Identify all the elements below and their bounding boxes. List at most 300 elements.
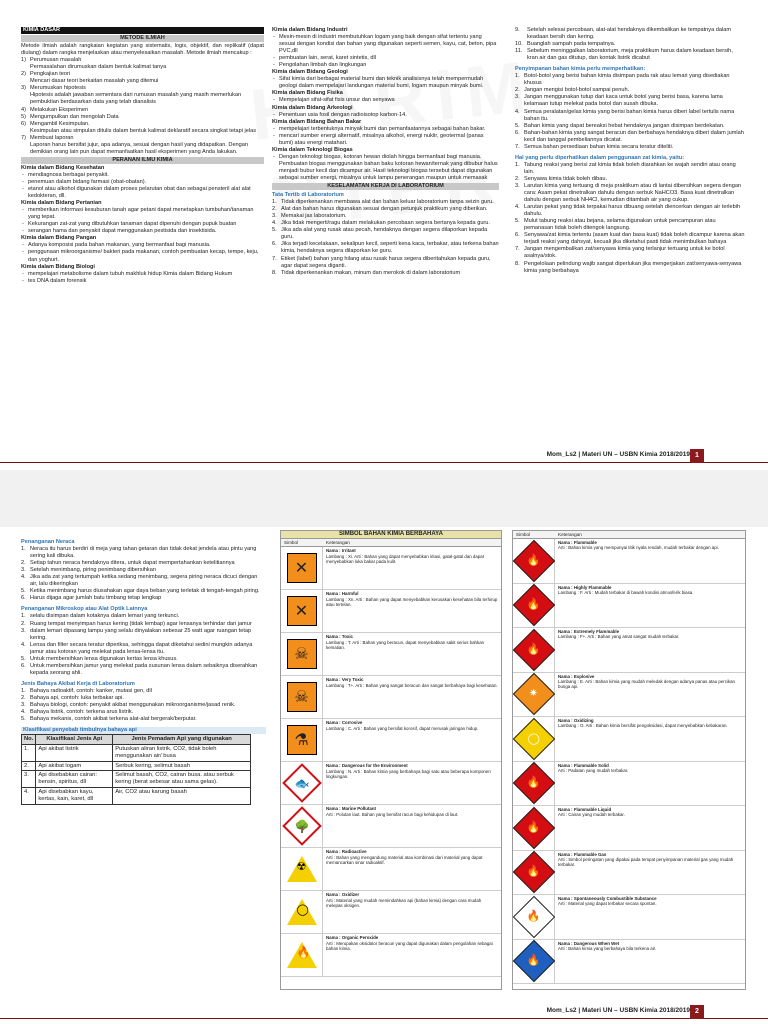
group-title: Kimia dalam Bidang Arkeologi	[272, 104, 353, 111]
symbol-text: Arti : Polutan laut. Bahan yang bersifat racun bagi kehidupan di laut.	[326, 811, 459, 817]
item-number: 8.	[515, 260, 520, 267]
list-item: - Kekurangan zat-zat yang dibutuhkan tanaman dapat dipenuhi dengan pupuk buatan	[21, 221, 264, 228]
symbol-text: Arti : Padatan yang mudah terbakar.	[558, 767, 629, 773]
symbol-description	[323, 633, 501, 675]
page-footer	[0, 451, 768, 463]
list-item	[515, 87, 745, 94]
list-item: - mempelajari terbentuknya minyak bumi dan pemanfaatannya sebagai bahan bakar.	[272, 126, 499, 133]
list-item: - Adanya komposisi pada bahan makanan, yang bermanfaat bagi manusia.	[21, 242, 264, 249]
item-number: 3.	[515, 182, 520, 189]
method-steps	[21, 57, 264, 156]
table-cell: Putuskan aliran listrik, CO2, tidak boleh menggunakan air/ busa	[113, 745, 251, 762]
item-text: Memakai jas laboratorium.	[281, 213, 347, 220]
list-item	[21, 688, 266, 695]
group-list	[272, 112, 499, 119]
group-title: Kimia dalam Bidang Bahan Bakar	[272, 118, 362, 125]
symbol-name: Nama : Harmful	[326, 591, 359, 597]
item-text: Setelah menimbang, piring penimbang dibersihkan	[30, 567, 156, 574]
symbol-row	[513, 628, 745, 673]
item-text: Setelah selesai percobaan, alat-alat hendaknya dikembalikan ke tempatnya dalam keadaan bersih dan kering.	[527, 27, 731, 41]
item-text: Bahaya api, contoh: luka terbakar api.	[30, 694, 124, 701]
list-item: - Mempelajari sifat-sifat fisis unsur dan senyawa	[272, 97, 499, 104]
symbol-description	[323, 805, 501, 847]
symbol-description	[555, 539, 745, 583]
column-header: Jenis Pemadam Api yang digunakan	[113, 735, 251, 745]
list-item	[272, 199, 499, 206]
hazard-icon: 🔥	[512, 940, 554, 982]
symbol-text: Arti : Material yang dapat terbakar secara spontan.	[558, 901, 657, 907]
item-text: Alat dan bahan harus digunakan sesuai dengan petunjuk praktikum yang diberikan.	[281, 206, 488, 213]
symbol-text: Lambang : F+. Arti : Bahan yang amat sangat mudah terbakar.	[558, 634, 680, 640]
list-item	[272, 227, 499, 241]
symbol-description	[323, 719, 501, 761]
symbol-row	[281, 762, 501, 805]
item-text: Larutan kimia yang tertuang di meja praktikum atau di lantai dibersihkan segera dengan cara: Asam pekat dinetralkan dahulu dengan serbuk NaHCO3. Basa kuat dinetralkan dahulu dengan serbuk NH4Cl, kemudian ditambah air yang cukup.	[524, 182, 742, 204]
list-item	[21, 546, 266, 560]
list-item	[21, 595, 266, 602]
symbol-rows	[513, 539, 745, 984]
symbol-description	[555, 806, 745, 850]
symbol-name: Nama : Spontaneously Combustible Substance	[558, 896, 657, 902]
hazard-symbol	[281, 805, 323, 847]
list-item	[21, 621, 266, 628]
group-title: Kimia dalam Bidang Biologi	[21, 263, 95, 270]
symbol-name: Nama : Highly Flammable	[558, 584, 612, 590]
symbol-text: Lambang : T. Arti : Bahan yang beracun, dapat menyebabkan sakit serius bahkan kematian.	[326, 639, 485, 650]
hazard-symbol	[281, 719, 323, 761]
group-list	[272, 76, 499, 90]
method-step	[21, 57, 264, 71]
symbol-row	[281, 547, 501, 590]
list-item	[21, 709, 266, 716]
usage-list	[515, 162, 745, 275]
table-row	[22, 745, 251, 762]
item-text: Senyawa/zat kimia tertentu (asam kuat dan basa kuat) tidak boleh dicampur karena akan terjadi reaksi yang dahsyat, kecuali jika diketahui pasti tidak menimbulkan bahaya	[524, 232, 745, 246]
item-number: 7.	[515, 246, 520, 253]
symbol-text: Lambang : F. Arti : Mudah terbakar di bawah kondisi atmosferik biasa.	[558, 589, 694, 595]
symbol-name: Nama : Flammable Liquid	[558, 807, 612, 813]
step-desc: Mencari dasar teori berkaitan masalah yang ditemui	[30, 78, 159, 85]
list-item	[515, 261, 745, 275]
symbol-description	[555, 851, 745, 895]
symbol-text: Lambang : E. Arti : Bahan kimia yang mudah meledak dengan adanya panas atau percikan bunga api.	[558, 678, 735, 690]
item-text: Ruang tempat menyimpan harus kering (tidak lembap) agar lensanya terhindar dari jamur	[30, 620, 252, 627]
symbol-row	[513, 851, 745, 896]
symbol-row	[281, 590, 501, 633]
intro-text: Metode ilmiah adalah rangkaian kegiatan yang sistematis, logis, objektif, dan replikatif (dapat diulang) dalam rangka menjelaskan atau menyelesaikan masalah. Metode ilmiah mencakup :	[21, 43, 264, 57]
list-item	[21, 663, 266, 677]
group-title: Kimia dalam Bidang Pangan	[21, 235, 97, 242]
sheet-header	[513, 531, 745, 539]
list-item: - Pengolahan limbah dan lingkungan	[272, 62, 499, 69]
item-number: 8.	[272, 269, 277, 276]
lab-rules-continued	[515, 27, 745, 62]
item-text: Untuk membersihkan lensa digunakan kertas lensa khusus.	[30, 655, 178, 662]
list-item: - Sifat kimia dari berbagai material bumi dan teknik analisisnya telah mempermudah geologi dalam mempelajari landungan material bumi, logam maupun minyak bumi.	[272, 76, 499, 90]
symbol-description	[555, 673, 745, 717]
item-number: 6.	[272, 241, 277, 248]
list-item: - pembuatan lain, serat, karet sintetis, dll	[272, 55, 499, 62]
column-header: No.	[22, 735, 36, 745]
list-item	[21, 588, 266, 595]
list-item	[515, 41, 745, 48]
list-item	[272, 206, 499, 213]
item-number: 1.	[515, 73, 520, 80]
item-number: 5.	[515, 122, 520, 129]
table-cell: Api disebabkan kayu, kertas, kain, karet, dll	[36, 788, 113, 805]
symbol-row	[281, 934, 501, 977]
symbol-row	[281, 676, 501, 719]
group-title: Kimia dalam Teknologi Biogas	[272, 146, 353, 153]
symbol-description	[323, 848, 501, 890]
symbol-text: Arti : Material yang mudah memindahkan api (bahan kimia) dengan cara mudah melepas oksigen.	[326, 897, 482, 908]
hazard-symbol	[513, 806, 555, 850]
symbol-rows	[281, 547, 501, 977]
hazard-symbol	[281, 848, 323, 890]
page-number: 2	[690, 1005, 704, 1019]
symbol-text: Arti : Merupakan oksidator beracun yang dapat digunakan dalam pengolahan sebagai bahan kimia.	[326, 940, 493, 951]
hazard-icon: 🌳	[282, 807, 322, 847]
list-item	[21, 574, 266, 588]
sheet-header	[281, 539, 501, 547]
method-step	[21, 114, 264, 121]
symbol-name: Nama : Extremely Flammable	[558, 629, 620, 635]
list-item	[272, 256, 499, 270]
group-title: Kimia dalam Bidang Geologi	[272, 69, 348, 76]
group-list	[272, 154, 499, 182]
column-2	[272, 27, 499, 277]
symbol-name: Nama : Flammable Solid	[558, 762, 609, 768]
symbol-row	[513, 762, 745, 807]
hazard-icon: ☢	[287, 856, 317, 882]
step-desc: Kesimpulan atau simpulan ditulis dalam bentuk kalimat deklaratif secara singkat tetapi jelas	[30, 127, 257, 134]
item-number: 9.	[515, 27, 520, 33]
item-text: Bahan-bahan kimia yang sangat beracun dan berbahaya hendaknya diberi dalam jumlah kecil dan tanggal pembeliannya dicatat.	[524, 129, 744, 143]
list-item	[515, 48, 745, 62]
symbol-name: Nama : Radioactive	[326, 849, 367, 855]
item-number: 5.	[21, 588, 26, 595]
list-item	[21, 567, 266, 574]
item-number: 2.	[515, 87, 520, 94]
hazard-icon: ✷	[512, 673, 554, 715]
group-list	[21, 242, 264, 263]
symbol-name: Nama : Irritant	[326, 548, 356, 554]
item-text: Jangan mengisi botol-botol sampai penuh.	[524, 87, 630, 94]
symbol-description	[323, 891, 501, 933]
section-header: KIMIA DASAR	[21, 27, 264, 34]
column-1	[21, 27, 264, 285]
item-number: 2.	[21, 560, 26, 567]
step-desc: Laporan harus bersifat jujur, apa adanya, sesuai dengan hasil yang didapatkan. Dengan demikian orang lain pun dapat memanfaatkan hasil eksperimen yang Anda lakukan.	[30, 141, 249, 155]
hazard-symbol	[513, 717, 555, 761]
list-item: - Mesin-mesin di industri membutuhkan logam yang baik dengan sifat tertentu yang sesuai dengan kondisi dan bahan yang digunakan seperti semen, kayu, cat, beton, pipa PVC,dll	[272, 34, 499, 55]
list-item	[515, 232, 745, 246]
header-keterangan: Keterangan	[326, 540, 350, 546]
symbol-description	[555, 628, 745, 672]
step-number: 7)	[21, 134, 26, 141]
list-item: - etanol atau alkohol digunakan dalam proses pelarutan obat dan sebagai pensteril alat alat kedokteran, dll.	[21, 186, 264, 200]
hazard-icon: ⚗	[287, 725, 317, 755]
list-item: - memberikan informasi kesuburan tanah agar petani dapat menetapkan tumbuhan/tanaman yang tepat.	[21, 207, 264, 221]
hazard-symbol	[513, 584, 555, 628]
symbol-row	[281, 719, 501, 762]
item-text: Etiket (label) bahan yang hilang atau rusak harus segera diberitahukan kepada guru, agar dapat segera diganti.	[281, 255, 491, 269]
symbol-description	[323, 590, 501, 632]
hazard-icon: 🔥	[512, 584, 554, 626]
item-text: Harus dijaga agar jumlah batu timbang tetap lengkap	[30, 595, 162, 602]
item-number: 6.	[515, 232, 520, 239]
hazard-symbol	[281, 547, 323, 589]
hazard-icon: ◯	[512, 718, 554, 760]
item-number: 6.	[21, 662, 26, 669]
symbol-row	[513, 806, 745, 851]
list-item	[21, 656, 266, 663]
list-item	[515, 204, 745, 218]
step-number: 3)	[21, 85, 26, 92]
method-step	[21, 135, 264, 156]
symbol-text: Lambang : Xn. Arti : Bahan yang dapat menyebabkan kerusakan kesehatan bila terhirup atau tertelan.	[326, 596, 498, 607]
subsection-title: Tata Tertib di Laboratorium	[272, 192, 344, 199]
hazard-symbol	[513, 762, 555, 806]
table-body	[22, 745, 251, 805]
item-number: 5.	[515, 218, 520, 225]
step-title: Merumuskan hipotesis	[30, 85, 86, 92]
symbol-name: Nama : Toxic	[326, 634, 354, 640]
hazard-icon: 🔥	[512, 629, 554, 671]
list-item: - mempelajari metabolisme dalam tubuh makhluk hidup Kimia dalam Bidang Hukum	[21, 271, 264, 278]
symbol-text: Arti : Bahan kimia yang berbahaya bila terkena air.	[558, 945, 657, 951]
item-number: 1.	[21, 613, 26, 620]
table-cell: Selimut basah, CO2, cairan busa. atau serbuk kering (berat sebesar atau sama gelas).	[113, 771, 251, 788]
step-desc: Permasalahan dirumuskan dalam bentuk kalimat tanya	[30, 64, 167, 71]
list-item	[272, 220, 499, 227]
table-cell: Api akibat listrik	[36, 745, 113, 762]
column-3	[515, 27, 745, 275]
hazard-symbol	[281, 762, 323, 804]
group-title: Kimia dalam Bidang Kesehatan	[21, 164, 105, 171]
item-text: dalam lemari dipasang lampu yang selalu dinyalakan sebesar 25 watt agar ruangan tetap kering.	[30, 627, 252, 641]
group-title: Kimia dalam Bidang Pertanian	[21, 200, 102, 207]
table-cell: Api akibat logam	[36, 761, 113, 771]
symbol-name: Nama : Marine Pollutant	[326, 806, 377, 812]
hazard-icon: ✕	[287, 553, 317, 583]
item-number: 4.	[515, 108, 520, 115]
symbol-name: Nama : Flammable Gas	[558, 851, 607, 857]
symbol-row	[513, 895, 745, 940]
step-title: Mengambil Kesimpulan.	[30, 120, 90, 127]
symbol-row	[513, 673, 745, 718]
footer-text: Mom_Ls2 | Materi UN – USBN Kimia 2018/2019	[546, 451, 690, 458]
symbol-description	[323, 547, 501, 589]
symbol-text: Lambang : C. Arti : Bahan yang bersifat korosif, dapat merusak jaringan hidup.	[326, 725, 479, 731]
item-number: 1.	[21, 687, 26, 694]
list-item	[21, 560, 266, 567]
fire-class-table	[21, 734, 251, 804]
page-number: 1	[690, 449, 704, 463]
item-number: 3.	[515, 94, 520, 101]
hazard-symbol	[513, 539, 555, 583]
table-cell: 3.	[22, 771, 36, 788]
item-text: Bahaya radioaktif, contoh: kanker, mutasi gen, dll	[30, 687, 152, 694]
step-title: Perumusan masalah	[30, 57, 82, 64]
section-title: KESELAMATAN KERJA DI LABORATORIUM	[272, 183, 499, 190]
symbol-text: Lambang : T+. Arti : Bahan yang sangat beracun dan sangat berbahaya bagi kesehatan.	[326, 682, 498, 688]
column-1	[21, 537, 266, 805]
step-number: 6)	[21, 120, 26, 127]
list-item: - penemuan dalam bidang farmasi (obat-obatan).	[21, 179, 264, 186]
group-list	[272, 34, 499, 69]
symbol-description	[323, 934, 501, 976]
list-item	[515, 246, 745, 260]
symbol-row	[513, 940, 745, 985]
hazard-icon: ◯	[287, 899, 317, 925]
page-1	[0, 0, 768, 470]
table-cell: Serbuk kering, selimut basah	[113, 761, 251, 771]
symbol-row	[513, 717, 745, 762]
list-item	[515, 73, 745, 87]
hazard-icon: 🐟	[282, 764, 322, 804]
symbol-description	[323, 676, 501, 718]
list-item: - mendiagnosa berbagai penyakit.	[21, 172, 264, 179]
symbol-description	[555, 584, 745, 628]
hazard-icon: 🔥	[512, 762, 554, 804]
group-list	[272, 97, 499, 104]
symbol-name: Nama : Explosive	[558, 673, 595, 679]
sheet-title: SIMBOL BAHAN KIMIA BERBAHAYA	[281, 531, 501, 539]
list-item	[21, 695, 266, 702]
item-text: Ketika menimbang harus diusahakan agar daya beban yang terletak di tengah-tengah piring.	[30, 588, 260, 595]
hazard-symbol	[513, 851, 555, 895]
table-cell: Air, CO2 atau karung basah	[113, 788, 251, 805]
symbol-description	[555, 940, 745, 984]
item-text: Bahan kimia yang dapat bereaksi hebat hendaknya jangan disimpan berdekatan.	[524, 122, 725, 129]
hazard-icon: 🔥	[287, 942, 317, 968]
balance-list	[21, 546, 266, 602]
list-item	[515, 218, 745, 232]
subsection-title: Hal yang perlu diperhatikan dalam penggunaan zat kimia, yaitu:	[515, 154, 685, 161]
step-title: Membuat laporan	[30, 134, 74, 141]
item-text: selalu disimpan dalam kotaknya dalam lemari yang terkunci.	[30, 613, 180, 620]
item-text: Bahaya listrik, contoh: terkena arus listrik.	[30, 709, 134, 716]
method-step	[21, 85, 264, 106]
table-cell: 2.	[22, 761, 36, 771]
table-cell: Api disebabkan cairan: bensin, spiritus, dll	[36, 771, 113, 788]
item-number: 4.	[515, 204, 520, 211]
item-text: Buanglah sampah pada tempatnya.	[527, 41, 616, 48]
symbol-name: Nama : Oxidizing	[558, 718, 594, 724]
footer-line	[0, 1018, 768, 1019]
item-text: Senyawa kimia tidak boleh dibau.	[524, 175, 608, 182]
header-keterangan: Keterangan	[558, 532, 582, 537]
item-number: 1.	[21, 546, 26, 553]
section-title: METODE ILMIAH	[21, 35, 264, 42]
symbol-text: Lambang : O. Arti : Bahan kimia bersifat pengoksidasi, dapat menyebabkan kebakaran.	[558, 723, 728, 729]
item-number: 10.	[515, 41, 523, 48]
item-text: Bahaya biologi, contoh: penyakit akibat menggunakan mikroorganisme/jasad renik.	[30, 702, 236, 709]
page-2	[0, 527, 768, 1024]
item-text: Bahaya mekanis, contoh akibat terkena alat-alat bergerak/berputar.	[30, 716, 197, 723]
role-groups	[21, 165, 264, 285]
page-footer	[0, 1007, 768, 1019]
subsection-title: Klasifikasi penyebab timbulnya bahaya api	[21, 727, 266, 734]
item-number: 3.	[21, 567, 26, 574]
hazard-symbol	[513, 895, 555, 939]
method-step	[21, 107, 264, 114]
step-number: 4)	[21, 106, 26, 113]
item-number: 5.	[21, 655, 26, 662]
symbol-description	[555, 895, 745, 939]
item-text: Untuk membersihkan jamur yang melekat pada susunan lensa dalam sebaiknya diserahkan kepada seorang ahli.	[30, 662, 258, 676]
group-list	[21, 172, 264, 200]
subsection-title: Jenis Bahaya Akibat Kerja di Laboratorium	[21, 680, 135, 687]
item-text: Tidak diperkenankan makan, minum dan merokok di dalam laboratorium	[281, 269, 461, 276]
item-number: 2.	[272, 206, 277, 213]
hazard-icon: ☠	[287, 682, 317, 712]
item-text: Jika ada zat yang tertumpah ketika sedang menimbang, segera piring neraca dicuci dengan air, lalu dikeringkan	[30, 574, 258, 588]
list-item	[272, 241, 499, 255]
item-number: 6.	[515, 129, 520, 136]
item-number: 1.	[272, 199, 277, 206]
group-title: Kimia dalam Bidang Fisika	[272, 90, 343, 97]
item-text: Lensa dan filter secara teratur diperiksa, sehingga dapat diketahui sedini mungkin adanya jamur atau kotoran yang melekat pada lensa-lensa itu.	[30, 641, 253, 655]
item-number: 1.	[515, 161, 520, 168]
item-text: Pengelolaan pelindung wajib sangat diperlukan jika mengerjakan zat/senyawa-senyawa kimia yang berbahaya	[524, 260, 742, 274]
item-text: Setiap tahun neraca hendaknya ditera, untuk dapat mempertahankan ketelitiannya	[30, 560, 235, 567]
header-symbol: Simbol	[516, 532, 531, 537]
item-number: 3.	[21, 627, 26, 634]
table-row	[22, 761, 251, 771]
item-number: 5.	[272, 227, 277, 234]
list-item	[21, 702, 266, 709]
symbol-text: Lambang : N. Arti : Bahan kimia yang berbahaya bagi satu atau beberapa komponen lingkungan.	[326, 768, 491, 779]
item-number: 2.	[515, 175, 520, 182]
hazard-symbol	[513, 628, 555, 672]
item-text: Jika tidak mengerti/ragu dalam melakukan percobaan segera bertanya kepada guru.	[281, 220, 490, 227]
symbol-description	[323, 762, 501, 804]
item-text: Jika ada alat yang rusak atau pecah, hendaknya dengan segera dilaporkan kepada guru.	[281, 227, 488, 241]
subsection-title: Penanganan Mikroskop atau Alat Optik Lainnya	[21, 606, 148, 613]
list-item	[21, 716, 266, 723]
symbol-name: Nama : Flammable	[558, 540, 597, 546]
method-step	[21, 71, 264, 85]
hazard-symbol	[281, 934, 323, 976]
item-number: 4.	[21, 574, 26, 581]
table-cell: 4.	[22, 788, 36, 805]
item-number: 2.	[21, 694, 26, 701]
symbol-description	[555, 762, 745, 806]
step-number: 2)	[21, 71, 26, 78]
list-item: - serangan hama dan penyakit dapat menggunakan pestisida dan insektisida.	[21, 228, 264, 235]
list-item: - mencari sumber energi alternatif, misalnya alkohol, energi nuklir, geotermal (panas bumi) atau energi matahari.	[272, 133, 499, 147]
symbol-name: Nama : Dangerous for the Environment	[326, 763, 408, 769]
list-item	[21, 642, 266, 656]
symbol-row	[281, 633, 501, 676]
item-number: 4.	[21, 641, 26, 648]
item-number: 7.	[515, 143, 520, 150]
table-header	[22, 735, 251, 745]
item-text: Jangan mengembalikan zat/senyawa kimia yang terlanjur tertuang untuk ke botol asalnya/stok.	[524, 246, 725, 260]
symbol-text: Lambang : Xi. Arti : Bahan yang dapat menyebabkan iritasi, gatal-gatal dan dapat menyebabkan luka bakar pada kulit.	[326, 553, 484, 564]
table-cell: 1.	[22, 745, 36, 762]
header-symbol: Simbol	[284, 540, 299, 546]
hazard-icon: ☠	[287, 639, 317, 669]
item-number: 4.	[272, 220, 277, 227]
hazard-symbol-sheet-left	[280, 530, 502, 990]
method-step	[21, 121, 264, 135]
item-number: 6.	[21, 595, 26, 602]
hazard-symbol	[281, 633, 323, 675]
symbol-text: Arti : Simbol peringatan yang dipakai pada tempat penyimpanan material gas yang mudah terbakar.	[558, 856, 734, 868]
